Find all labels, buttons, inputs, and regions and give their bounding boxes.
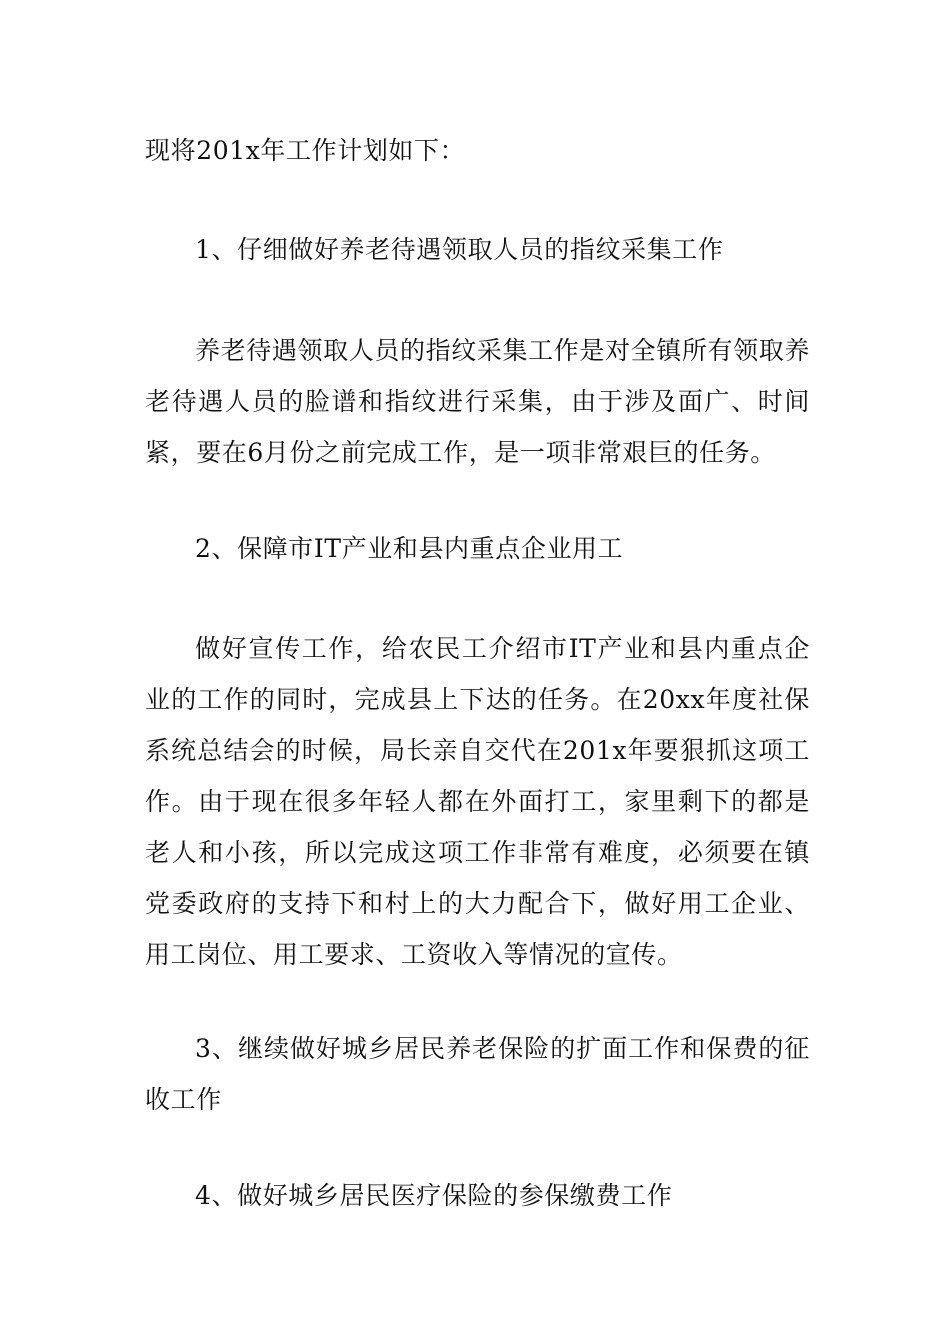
heading-item-4: 4、做好城乡居民医疗保险的参保缴费工作 [195, 1181, 673, 1210]
heading-item-2: 2、保障市IT产业和县内重点企业用工 [195, 534, 624, 563]
body-paragraph-2: 做好宣传工作，给农民工介绍市IT产业和县内重点企业的工作的同时，完成县上下达的任务。在20xx年度社保系统总结会的时候，局长亲自交代在201x年要狠抓这项工作。由于现在很多年轻人都在外面打工，家里剩下的都是老人和小孩，所以完成这项工作非常有难度，必须要在镇党委政府的支持下和村上的大力配合下，做好用工企业、用工岗位、用工要求、工资收入等情况的宣传。 [145, 634, 810, 969]
intro-paragraph: 现将201x年工作计划如下： [145, 136, 466, 165]
body-paragraph-1: 养老待遇领取人员的指纹采集工作是对全镇所有领取养老待遇人员的脸谱和指纹进行采集，由于涉及面广、时间紧，要在6月份之前完成工作，是一项非常艰巨的任务。 [145, 336, 810, 467]
heading-item-1: 1、仔细做好养老待遇领取人员的指纹采集工作 [195, 235, 724, 264]
heading-item-3: 3、继续做好城乡居民养老保险的扩面工作和保费的征收工作 [145, 1034, 810, 1114]
